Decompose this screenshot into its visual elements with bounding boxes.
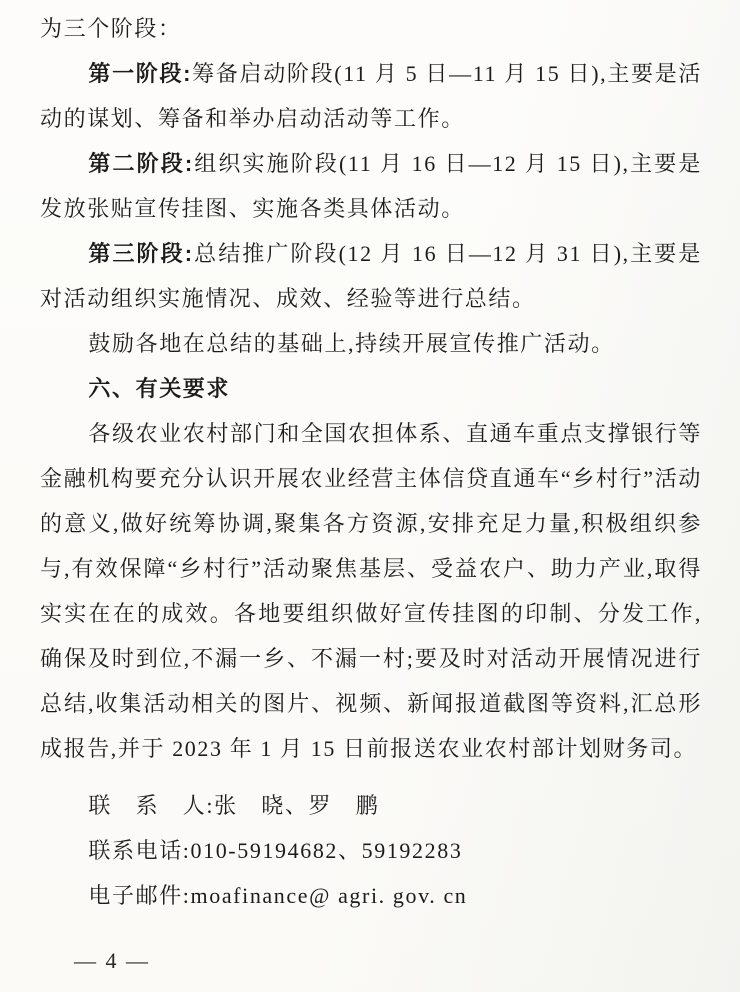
paragraph-text: 总结推广阶段(12 月 16 日—12 月 31 日),主要是对活动组织实施情况、成效、经验等进行总结。 bbox=[40, 241, 702, 311]
document-body bbox=[40, 6, 702, 918]
stage-label: 第一阶段: bbox=[88, 61, 193, 86]
paragraph-text: 筹备启动阶段(11 月 5 日—11 月 15 日),主要是活动的谋划、筹备和举办启动活动等工作。 bbox=[40, 61, 702, 131]
paragraph bbox=[40, 6, 702, 51]
paragraph-text: 联 系 人:张 晓、罗 鹏 bbox=[88, 793, 380, 818]
paragraph bbox=[40, 828, 702, 873]
paragraph-text: 电子邮件:moafinance@ agri. gov. cn bbox=[88, 883, 468, 908]
paragraph bbox=[40, 411, 702, 771]
paragraph bbox=[40, 141, 702, 231]
paragraph-text: 六、有关要求 bbox=[88, 376, 230, 401]
paragraph-text: 联系电话:010-59194682、59192283 bbox=[88, 838, 463, 863]
paragraph-text: 各级农业农村部门和全国农担体系、直通车重点支撑银行等金融机构要充分认识开展农业经营主体信贷直通车“乡村行”活动的意义,做好统筹协调,聚集各方资源,安排充足力量,积极组织参与,有效保障“乡村行”活动聚焦基层、受益农户、助力产业,取得实实在在的成效。各地要组织做好宣传挂图的印制、分发工作,确保及时到位,不漏一乡、不漏一村;要及时对活动开展情况进行总结,收集活动相关的图片、视频、新闻报道截图等资料,汇总形成报告,并于 2023 年 1 月 15 日前报送农业农村部计划财务司。 bbox=[40, 421, 702, 761]
paragraph bbox=[40, 321, 702, 366]
stage-label: 第三阶段: bbox=[88, 241, 194, 266]
paragraph bbox=[40, 783, 702, 828]
paragraph bbox=[40, 873, 702, 918]
section-heading bbox=[40, 366, 702, 411]
paragraph-text: 鼓励各地在总结的基础上,持续开展宣传推广活动。 bbox=[88, 331, 615, 356]
paragraph bbox=[40, 51, 702, 141]
paragraph bbox=[40, 231, 702, 321]
page-number: — 4 — bbox=[74, 948, 150, 973]
paragraph-text: 为三个阶段： bbox=[40, 16, 182, 41]
paragraph-text: 组织实施阶段(11 月 16 日—12 月 15 日),主要是发放张贴宣传挂图、实施各类具体活动。 bbox=[40, 151, 703, 221]
stage-label: 第二阶段: bbox=[88, 151, 194, 176]
